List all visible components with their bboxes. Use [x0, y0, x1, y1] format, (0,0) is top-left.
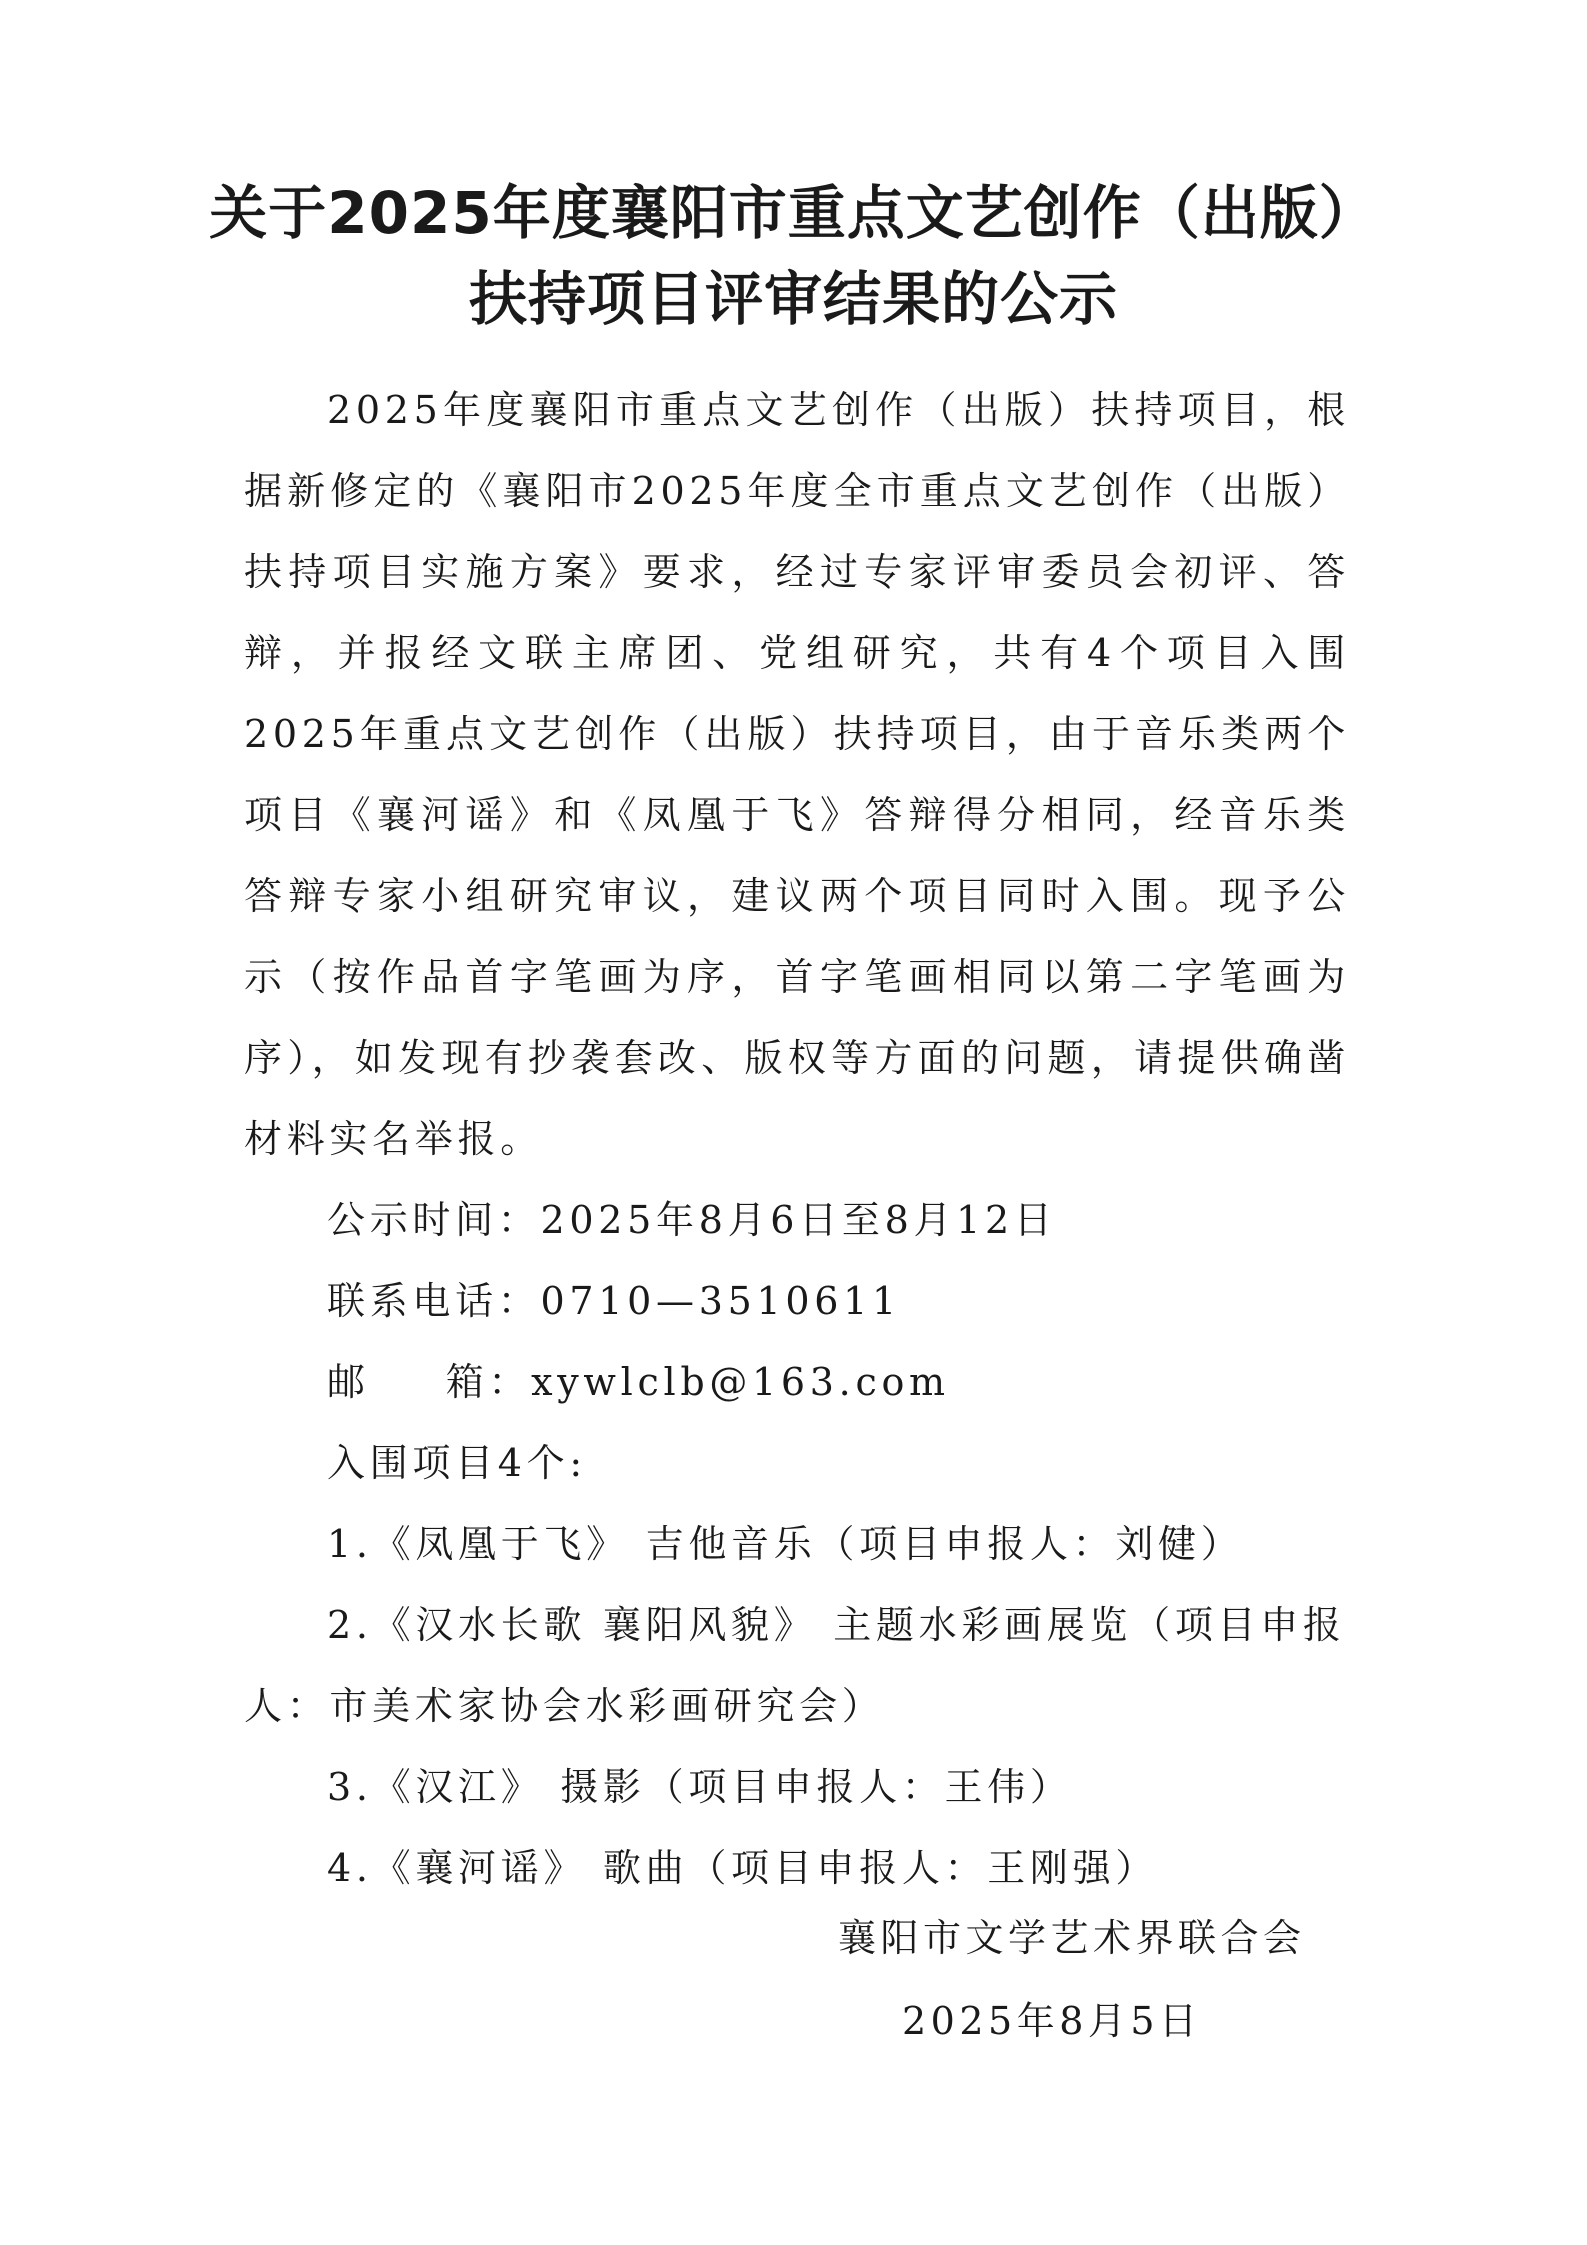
title-line-2: 扶持项目评审结果的公示: [468, 265, 1118, 333]
contact-phone-label: 联系电话：: [327, 1279, 541, 1323]
main-paragraph: 2025年度襄阳市重点文艺创作（出版）扶持项目，根据新修定的《襄阳市2025年度全市重点文艺创作（出版）扶持项目实施方案》要求，经过专家评审委员会初评、答辩，并报经文联主席团、党组研究，共有4个项目入围2025年重点文艺创作（出版）扶持项目，由于音乐类两个项目《襄河谣》和《凤凰于飞》答辩得分相同，经音乐类答辩专家小组研究审议，建议两个项目同时入围。现予公示（按作品首字笔画为序，首字笔画相同以第二字笔画为序），如发现有抄袭套改、版权等方面的问题，请提供确凿材料实名举报。: [244, 388, 1350, 1161]
signature-date: 2025年8月5日: [902, 1999, 1202, 2043]
project-count-line: 入围项目4个:: [327, 1441, 587, 1485]
email-label-part-1: 邮: [327, 1360, 370, 1404]
email-label-part-2: 箱：: [445, 1360, 532, 1404]
project-item-4: 4.《襄河谣》 歌曲（项目申报人：王刚强）: [327, 1846, 1159, 1890]
document-title: [180, 170, 1407, 342]
contact-phone-line: [244, 1261, 1350, 1342]
publicity-time-label: 公示时间：: [327, 1198, 541, 1242]
publicity-time-value: 2025年8月6日至8月12日: [540, 1198, 1057, 1242]
project-item-3: 3.《汉江》 摄影（项目申报人：王伟）: [327, 1765, 1073, 1809]
publicity-time-line: [244, 1180, 1350, 1261]
project-item-2: 2.《汉水长歌 襄阳风貌》 主题水彩画展览（项目申报人：市美术家协会水彩画研究会）: [244, 1603, 1346, 1728]
title-line-1: 关于2025年度襄阳市重点文艺创作（出版）: [209, 179, 1378, 247]
email-value: xywlclb@163.com: [531, 1360, 950, 1404]
signature-org: 襄阳市文学艺术界联合会: [838, 1916, 1306, 1960]
project-item-1: 1.《凤凰于飞》 吉他音乐（项目申报人：刘健）: [327, 1522, 1244, 1566]
document-body: [244, 370, 1350, 1909]
contact-phone-value: 0710—3510611: [540, 1279, 901, 1323]
email-line: [244, 1342, 1350, 1423]
